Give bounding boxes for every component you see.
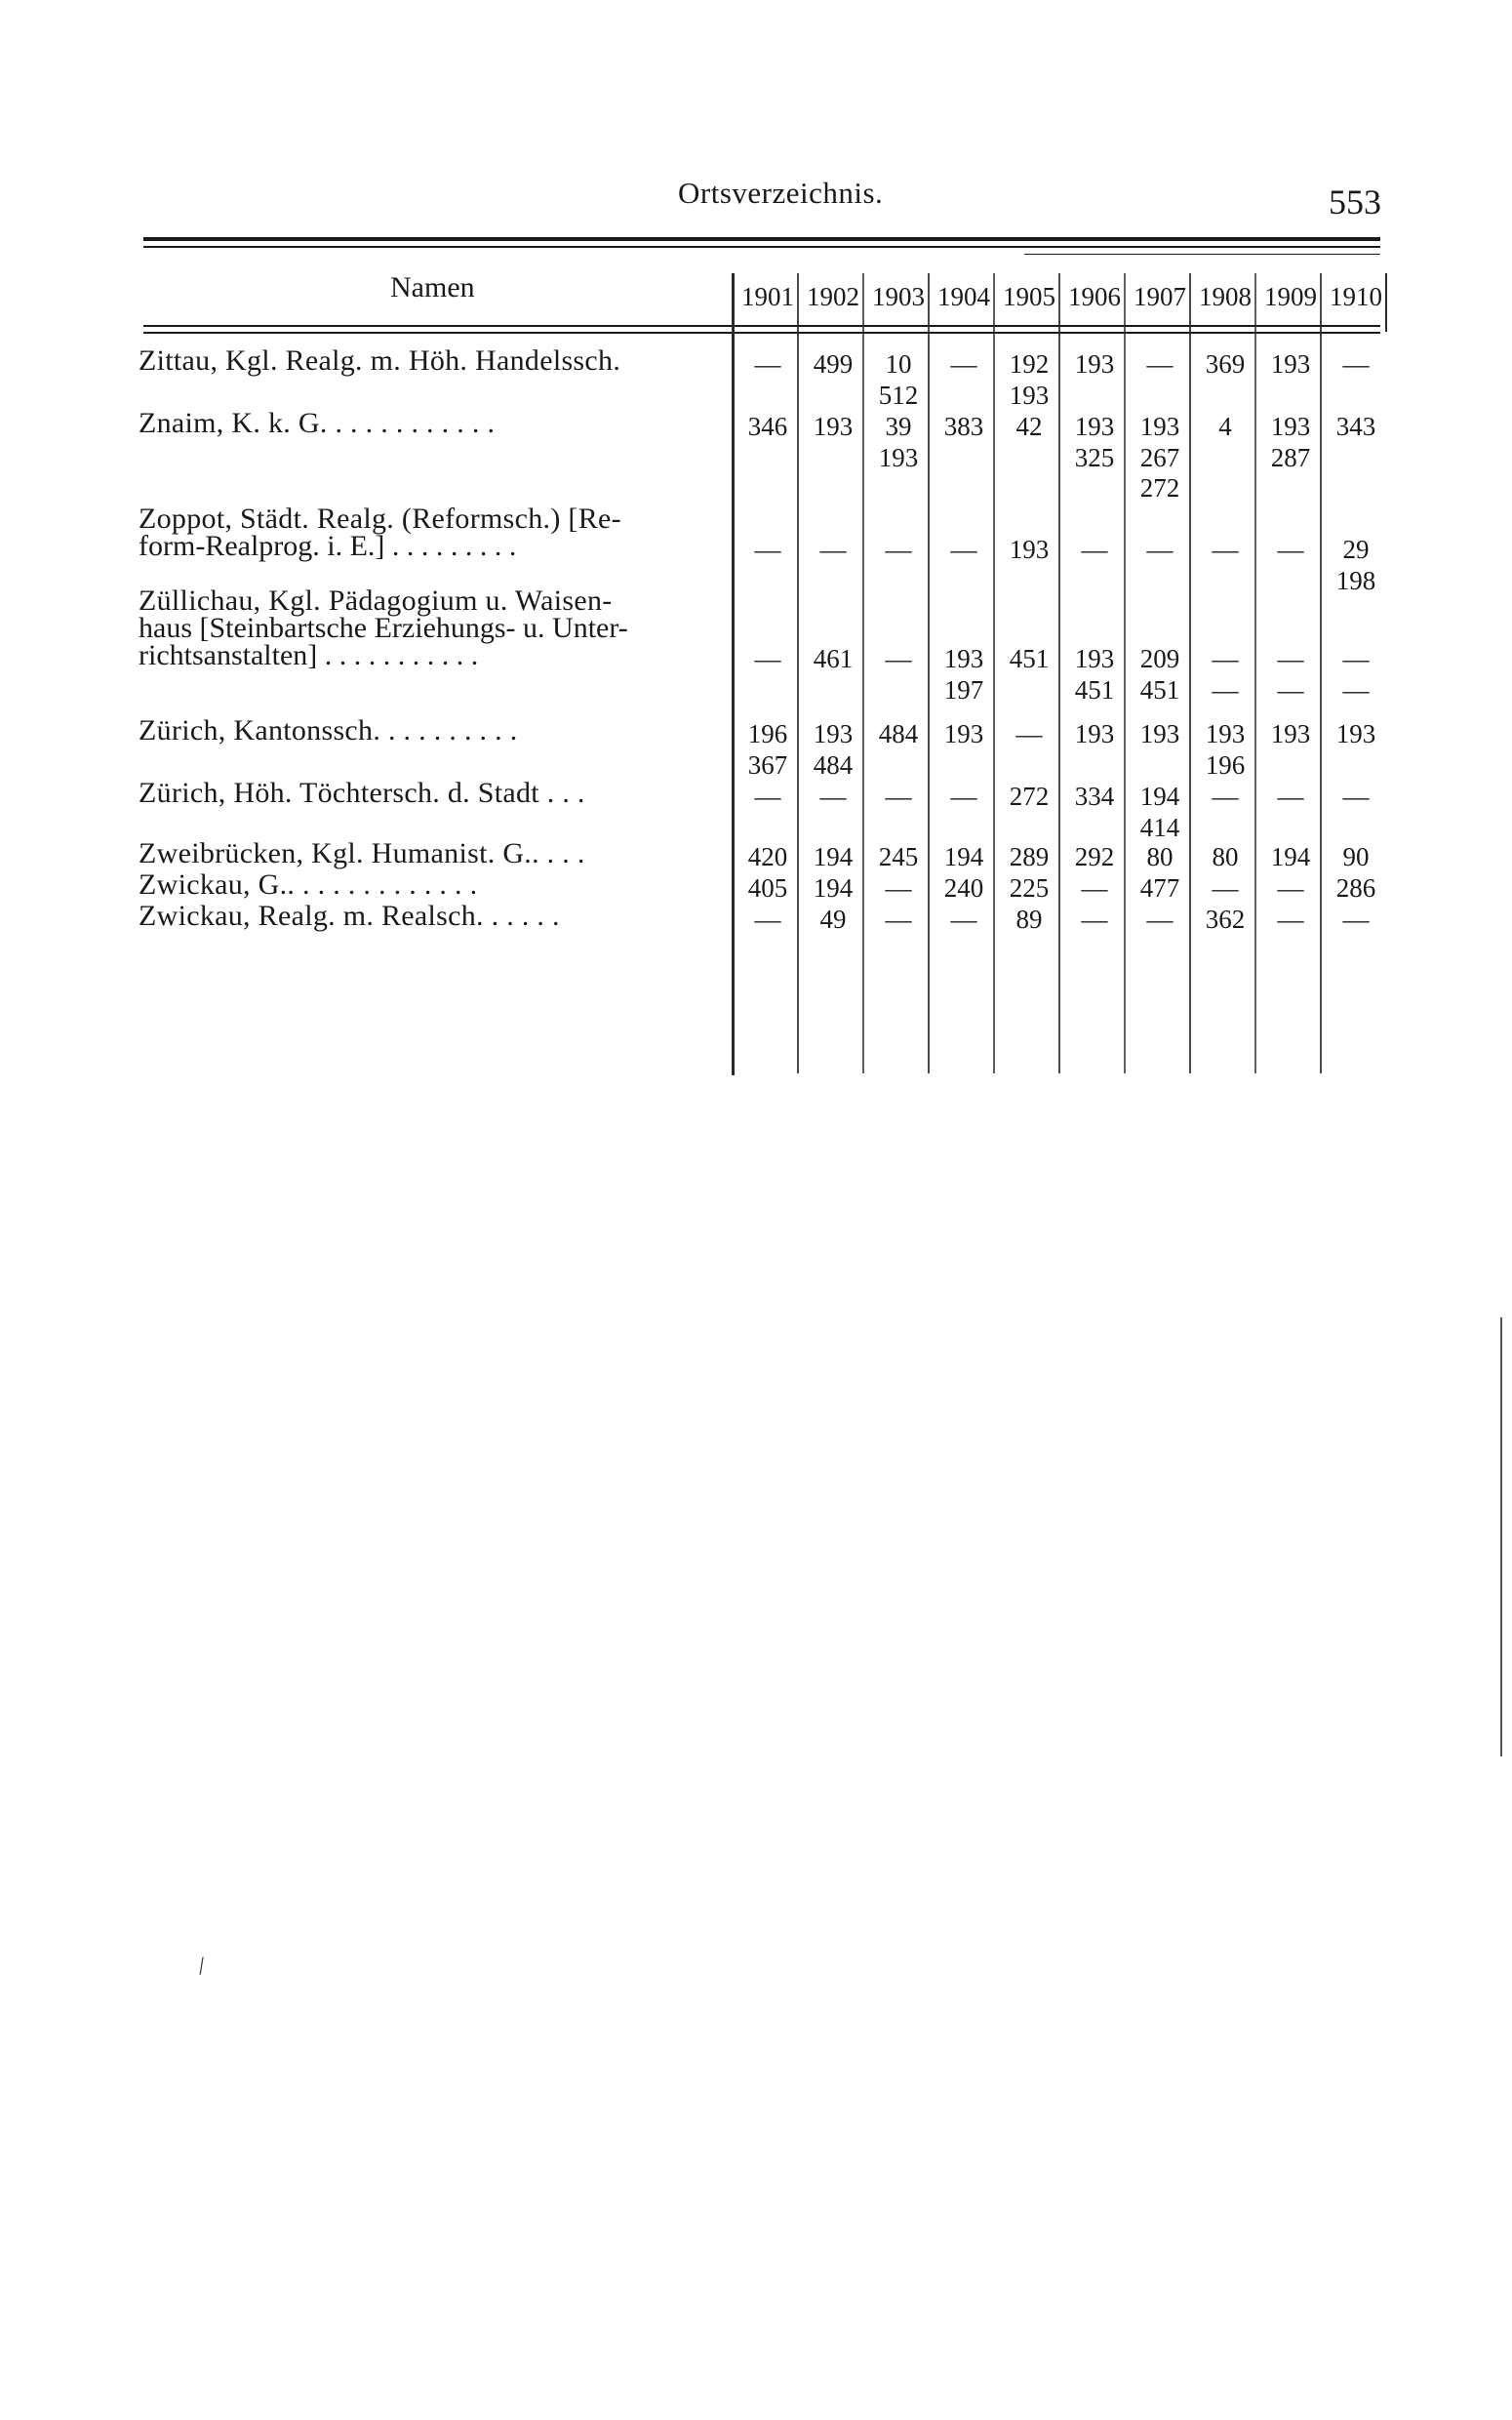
table-cell-1906: 325: [1074, 442, 1115, 472]
table-cell-1910: 286: [1335, 873, 1376, 903]
table-cell-1902: 484: [813, 749, 854, 780]
table-cell-1907: 267: [1139, 442, 1180, 472]
column-divider: [1254, 273, 1256, 1073]
table-cell-1905: 193: [1009, 380, 1050, 410]
table-cell-1901: —: [754, 535, 781, 564]
table-cell-1907: 414: [1139, 812, 1180, 842]
place-name-line: richtsanstalten] . . . . . . . . . . .: [139, 639, 479, 671]
table-cell-1908: —: [1212, 873, 1239, 903]
table-cell-1910: —: [1342, 644, 1370, 673]
table-cell-1904: 383: [943, 412, 984, 441]
place-name-line: Zoppot, Städt. Realg. (Reformsch.) [Re-: [139, 503, 621, 535]
running-title: Ortsverzeichnis.: [678, 176, 884, 210]
table-cell-1909: 194: [1270, 842, 1311, 871]
table-cell-1903: 245: [878, 842, 919, 871]
table-cell-1901: 346: [747, 412, 788, 441]
table-cell-1901: 367: [747, 749, 788, 780]
page-number: 553: [1329, 182, 1381, 222]
header-rule-2: [143, 332, 1380, 334]
table-cell-1909: 193: [1270, 719, 1311, 748]
table-cell-1907: 194: [1139, 782, 1180, 811]
table-cell-1906: 193: [1074, 719, 1115, 748]
table-cell-1902: 194: [813, 873, 854, 903]
place-name-line: Zittau, Kgl. Realg. m. Höh. Handelssch.: [139, 344, 621, 377]
table-cell-1903: 484: [878, 719, 919, 748]
table-cell-1907: —: [1146, 905, 1174, 934]
table-cell-1901: 196: [747, 719, 788, 748]
place-name-line: form-Realprog. i. E.] . . . . . . . . .: [139, 530, 517, 562]
year-header-1904: 1904: [937, 282, 990, 311]
table-cell-1908: —: [1212, 644, 1239, 673]
table-cell-1901: —: [754, 782, 781, 811]
column-divider: [862, 273, 864, 1073]
place-name-line: Zwickau, G.. . . . . . . . . . . . .: [139, 868, 478, 901]
table-cell-1906: 193: [1074, 412, 1115, 441]
table-cell-1903: 10: [885, 349, 912, 379]
table-cell-1906: 292: [1074, 842, 1115, 871]
table-cell-1904: —: [950, 535, 977, 564]
scan-edge-line: [1500, 1317, 1502, 1756]
table-cell-1909: —: [1277, 905, 1304, 934]
table-cell-1903: —: [885, 905, 912, 934]
place-name-line: Zweibrücken, Kgl. Humanist. G.. . . .: [139, 837, 585, 869]
year-header-1902: 1902: [807, 282, 859, 311]
table-cell-1908: 80: [1212, 842, 1239, 871]
table-cell-1903: —: [885, 782, 912, 811]
place-name-line: Znaim, K. k. G. . . . . . . . . . . .: [139, 407, 496, 439]
top-rule-thin: [143, 246, 1380, 248]
table-cell-1902: —: [819, 535, 847, 564]
table-cell-1906: —: [1081, 905, 1108, 934]
table-cell-1904: 194: [943, 842, 984, 871]
table-cell-1908: —: [1212, 782, 1239, 811]
year-header-1908: 1908: [1199, 282, 1252, 311]
table-cell-1906: 451: [1074, 674, 1115, 705]
table-cell-1901: —: [754, 644, 781, 673]
table-cell-1907: 80: [1146, 842, 1174, 871]
table-cell-1909: —: [1277, 535, 1304, 564]
table-cell-1910: 198: [1335, 565, 1376, 595]
table-cell-1907: 451: [1139, 674, 1180, 705]
table-cell-1908: 193: [1205, 719, 1246, 748]
table-cell-1905: 89: [1015, 905, 1043, 934]
table-cell-1906: 193: [1074, 644, 1115, 673]
table-cell-1905: 42: [1015, 412, 1043, 441]
table-cell-1902: 194: [813, 842, 854, 871]
year-header-1905: 1905: [1003, 282, 1055, 311]
table-cell-1909: —: [1277, 873, 1304, 903]
column-divider: [1320, 273, 1322, 1073]
table-cell-1908: 369: [1205, 349, 1246, 379]
table-cell-1909: —: [1277, 644, 1304, 673]
table-cell-1907: —: [1146, 349, 1174, 379]
table-cell-1907: 209: [1139, 644, 1180, 673]
table-cell-1910: —: [1342, 905, 1370, 934]
year-header-1903: 1903: [872, 282, 925, 311]
table-cell-1904: 193: [943, 644, 984, 673]
table-cell-1908: 196: [1205, 749, 1246, 780]
table-cell-1910: 343: [1335, 412, 1376, 441]
header-rule-1: [143, 325, 1380, 327]
year-header-1910: 1910: [1330, 282, 1382, 311]
table-cell-1907: 193: [1139, 412, 1180, 441]
table-cell-1908: —: [1212, 535, 1239, 564]
table-cell-1909: —: [1277, 782, 1304, 811]
table-cell-1905: —: [1015, 719, 1043, 748]
table-cell-1902: 193: [813, 412, 854, 441]
table-cell-1904: 197: [943, 674, 984, 705]
stray-mark: /: [195, 1951, 208, 1981]
table-cell-1906: 334: [1074, 782, 1115, 811]
place-name-line: Zürich, Höh. Töchtersch. d. Stadt . . .: [139, 777, 585, 809]
table-cell-1902: —: [819, 782, 847, 811]
year-header-1906: 1906: [1068, 282, 1121, 311]
table-cell-1903: 512: [878, 380, 919, 410]
table-cell-1904: —: [950, 905, 977, 934]
table-cell-1910: —: [1342, 674, 1370, 705]
table-cell-1906: 193: [1074, 349, 1115, 379]
column-divider: [1124, 273, 1126, 1073]
table-cell-1905: 225: [1009, 873, 1050, 903]
table-cell-1905: 289: [1009, 842, 1050, 871]
top-rule-extra: [1024, 254, 1380, 255]
column-divider: [1189, 273, 1191, 1073]
table-cell-1903: —: [885, 873, 912, 903]
year-header-1909: 1909: [1264, 282, 1317, 311]
table-cell-1901: —: [754, 905, 781, 934]
table-cell-1907: 477: [1139, 873, 1180, 903]
column-divider: [797, 273, 799, 1073]
table-cell-1904: 240: [943, 873, 984, 903]
place-name-line: haus [Steinbartsche Erziehungs- u. Unter-: [139, 612, 628, 644]
table-cell-1908: 362: [1205, 905, 1246, 934]
table-cell-1901: 405: [747, 873, 788, 903]
table-cell-1907: 272: [1139, 473, 1180, 503]
table-cell-1906: —: [1081, 535, 1108, 564]
table-cell-1910: 90: [1342, 842, 1370, 871]
table-cell-1903: —: [885, 644, 912, 673]
table-cell-1909: 193: [1270, 349, 1311, 379]
year-header-1901: 1901: [741, 282, 794, 311]
table-cell-1908: 4: [1218, 412, 1232, 441]
table-cell-1904: 193: [943, 719, 984, 748]
table-cell-1901: —: [754, 349, 781, 379]
table-cell-1908: —: [1212, 674, 1239, 705]
table-cell-1909: 287: [1270, 442, 1311, 472]
table-cell-1907: —: [1146, 535, 1174, 564]
table-cell-1909: 193: [1270, 412, 1311, 441]
top-rule-thick: [143, 237, 1380, 241]
column-divider: [993, 273, 995, 1073]
table-cell-1902: 461: [813, 644, 854, 673]
table-cell-1904: —: [950, 782, 977, 811]
table-cell-1905: 272: [1009, 782, 1050, 811]
table-cell-1906: —: [1081, 873, 1108, 903]
table-cell-1905: 192: [1009, 349, 1050, 379]
table-cell-1910: —: [1342, 782, 1370, 811]
table-cell-1902: 499: [813, 349, 854, 379]
table-cell-1910: 29: [1342, 535, 1370, 564]
table-cell-1910: 193: [1335, 719, 1376, 748]
table-cell-1903: —: [885, 535, 912, 564]
table-cell-1905: 451: [1009, 644, 1050, 673]
place-name-line: Zwickau, Realg. m. Realsch. . . . . .: [139, 900, 560, 932]
column-divider: [732, 273, 735, 1075]
table-cell-1903: 193: [878, 442, 919, 472]
table-cell-1904: —: [950, 349, 977, 379]
table-cell-1902: 193: [813, 719, 854, 748]
table-cell-1905: 193: [1009, 535, 1050, 564]
table-cell-1901: 420: [747, 842, 788, 871]
table-cell-1903: 39: [885, 412, 912, 441]
table-cell-1902: 49: [819, 905, 847, 934]
place-name-line: Züllichau, Kgl. Pädagogium u. Waisen-: [139, 585, 613, 617]
table-cell-1907: 193: [1139, 719, 1180, 748]
column-divider: [1385, 273, 1387, 332]
table-cell-1909: —: [1277, 674, 1304, 705]
table-cell-1910: —: [1342, 349, 1370, 379]
place-name-line: Zürich, Kantonssch. . . . . . . . . .: [139, 714, 518, 746]
column-header-names: Namen: [390, 271, 475, 303]
year-header-1907: 1907: [1134, 282, 1186, 311]
